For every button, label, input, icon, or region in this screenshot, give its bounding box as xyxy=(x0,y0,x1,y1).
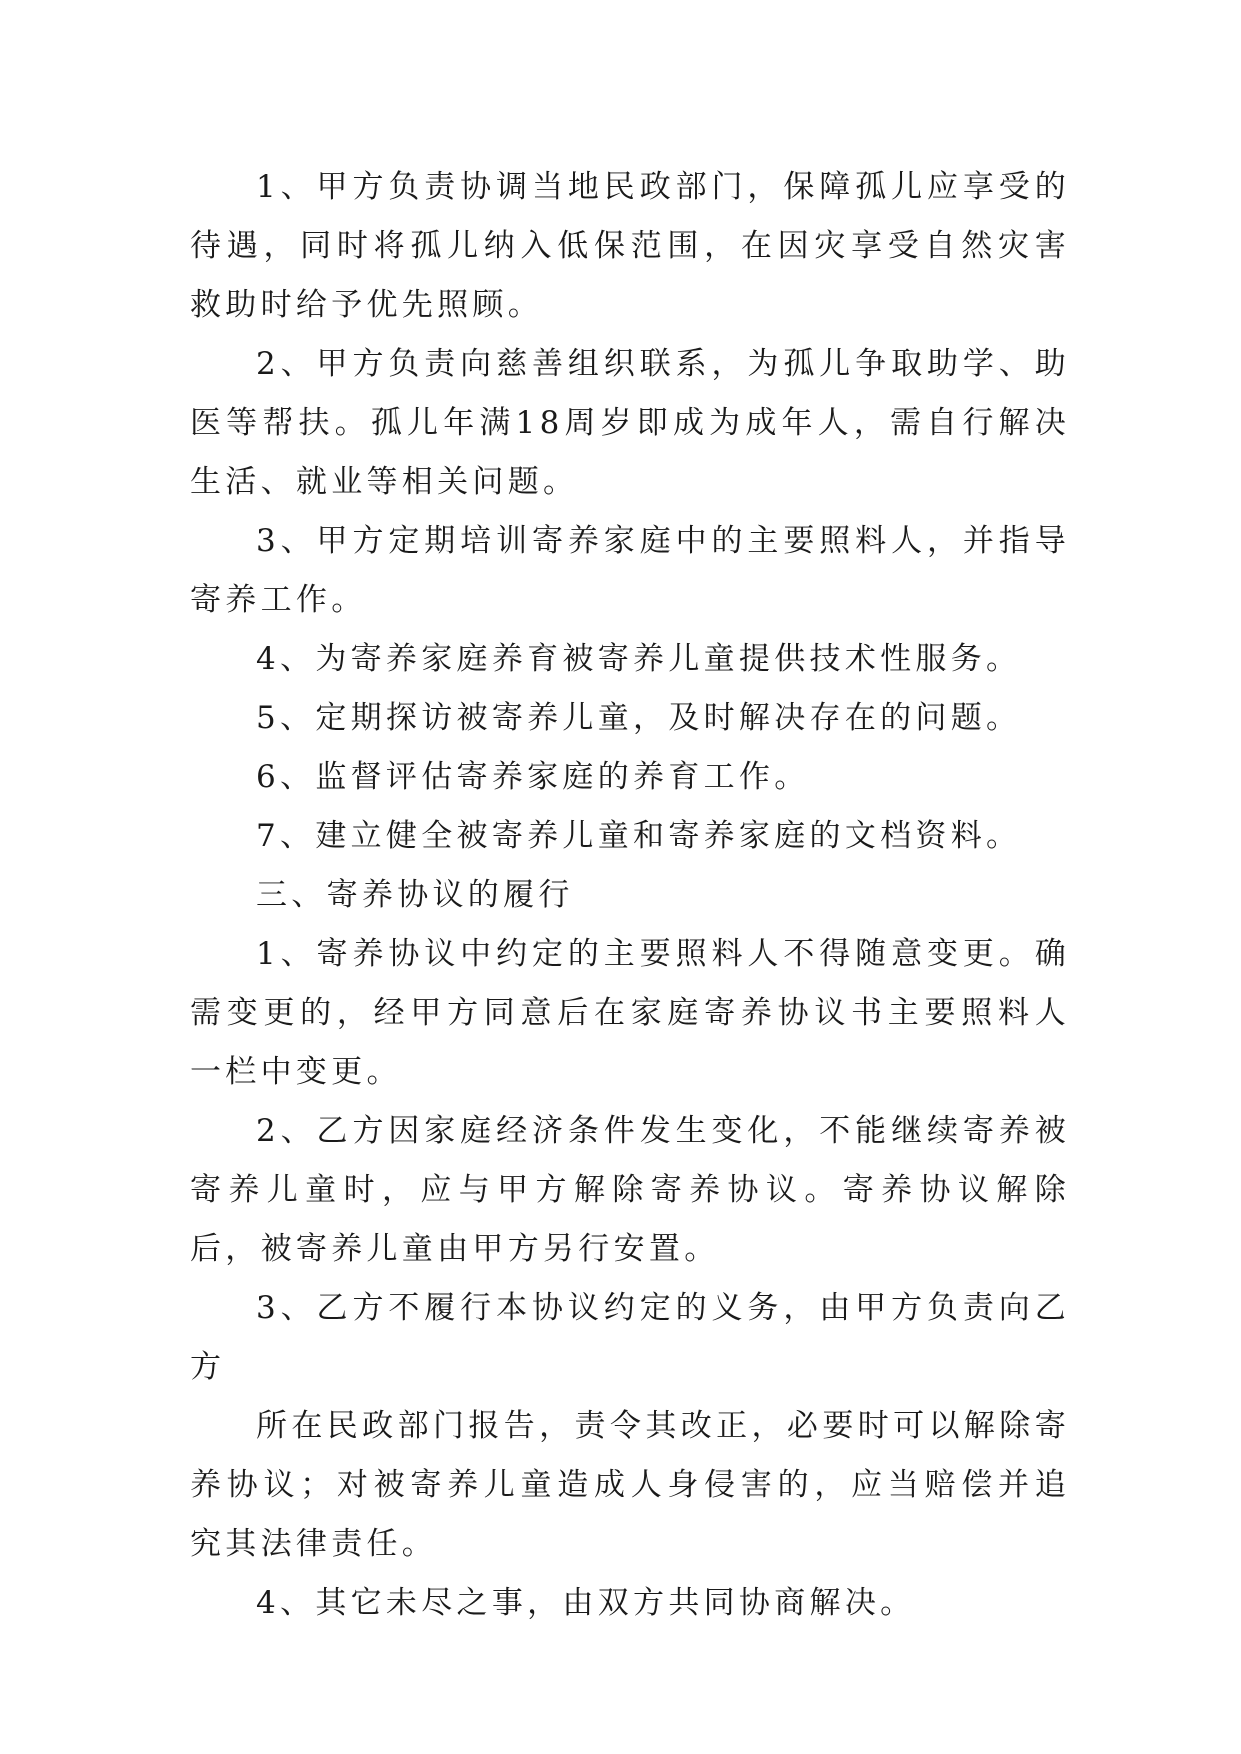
paragraph-12: 4、其它未尽之事，由双方共同协商解决。 xyxy=(256,1585,916,1621)
paragraph-1: 1、甲方负责协调当地民政部门，保障孤儿应享受的待遇，同时将孤儿纳入低保范围，在因灾享受自然灾害救助时给予优先照顾。 xyxy=(190,169,1070,323)
paragraph-11: 所在民政部门报告，责令其改正，必要时可以解除寄养协议；对被寄养儿童造成人身侵害的，应当赔偿并追究其法律责任。 xyxy=(190,1408,1070,1562)
paragraph-10: 3、乙方不履行本协议约定的义务，由甲方负责向乙方 xyxy=(190,1290,1070,1385)
paragraph-9: 2、乙方因家庭经济条件发生变化，不能继续寄养被寄养儿童时，应与甲方解除寄养协议。寄养协议解除后，被寄养儿童由甲方另行安置。 xyxy=(190,1113,1070,1267)
paragraph-8: 1、寄养协议中约定的主要照料人不得随意变更。确需变更的，经甲方同意后在家庭寄养协议书主要照料人一栏中变更。 xyxy=(190,936,1070,1090)
paragraph-4: 4、为寄养家庭养育被寄养儿童提供技术性服务。 xyxy=(256,641,1022,677)
paragraph-3: 3、甲方定期培训寄养家庭中的主要照料人，并指导寄养工作。 xyxy=(190,523,1070,618)
paragraph-5: 5、定期探访被寄养儿童，及时解决存在的问题。 xyxy=(256,700,1022,736)
paragraph-6: 6、监督评估寄养家庭的养育工作。 xyxy=(256,759,810,795)
document-body xyxy=(190,158,1070,1633)
paragraph-2: 2、甲方负责向慈善组织联系，为孤儿争取助学、助医等帮扶。孤儿年满18周岁即成为成年人，需自行解决生活、就业等相关问题。 xyxy=(190,346,1070,500)
paragraph-7: 7、建立健全被寄养儿童和寄养家庭的文档资料。 xyxy=(256,818,1022,854)
section-heading-fulfillment: 三、寄养协议的履行 xyxy=(256,877,574,913)
